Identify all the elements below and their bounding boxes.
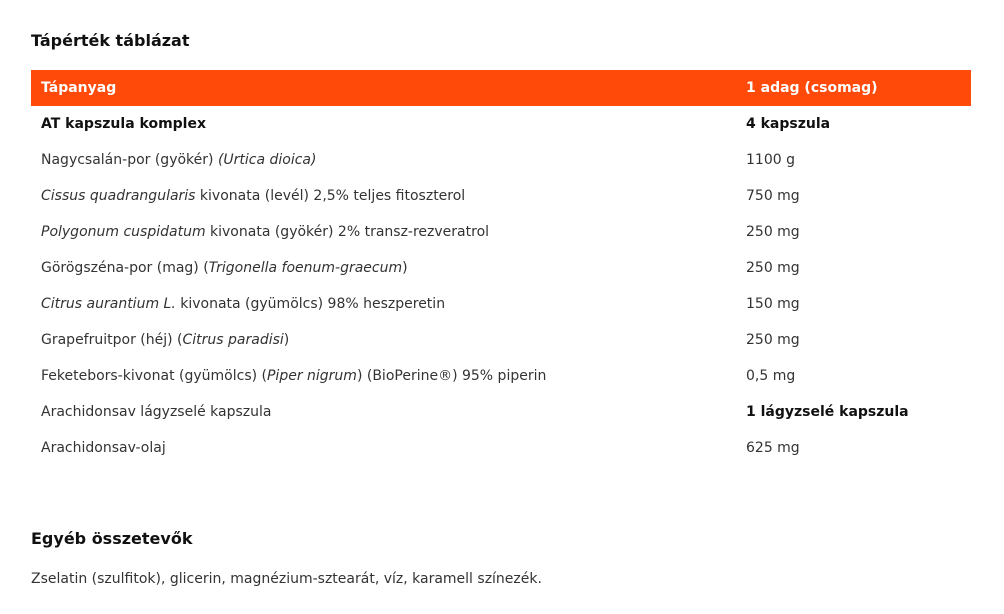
column-header-serving: 1 adag (csomag)	[736, 70, 971, 106]
nutrient-name-italic: Piper nigrum	[266, 368, 357, 384]
nutrient-name-cell	[31, 214, 736, 250]
nutrient-name-italic: Citrus aurantium L.	[41, 296, 176, 312]
serving-amount-cell: 150 mg	[746, 296, 800, 312]
header-row	[31, 70, 971, 106]
serving-amount-cell: 250 mg	[746, 332, 800, 348]
nutrient-name-cell	[31, 394, 736, 430]
nutrient-name-text: ) (BioPerine®) 95% piperin	[356, 368, 547, 384]
nutrition-table-body	[31, 106, 971, 466]
serving-amount-cell: 4 kapszula	[746, 116, 831, 132]
nutrient-name-text: Feketebors-kivonat (gyümölcs) (	[41, 368, 267, 384]
nutrient-name-italic: Trigonella foenum-graecum	[208, 260, 403, 276]
column-header-nutrient: Tápanyag	[31, 70, 736, 106]
nutrient-name-text: )	[402, 260, 408, 276]
nutrient-name-cell	[31, 142, 736, 178]
table-row	[31, 214, 971, 250]
table-row	[31, 322, 971, 358]
serving-amount-cell: 625 mg	[746, 440, 800, 456]
nutrient-name-text: )	[283, 332, 290, 348]
nutrient-name-text: kivonata (gyümölcs) 98% heszperetin	[175, 296, 446, 312]
nutrient-name-cell	[31, 250, 736, 286]
other-ingredients-title: Egyéb összetevők	[31, 529, 193, 548]
nutrient-name-cell	[31, 358, 736, 394]
table-row	[31, 106, 971, 142]
nutrient-name-cell	[31, 430, 736, 466]
table-row	[31, 178, 971, 214]
table-row	[31, 430, 971, 466]
nutrient-name-text: Görögszéna-por (mag) (	[41, 260, 209, 276]
nutrient-name-text: Arachidonsav lágyzselé kapszula	[41, 404, 272, 420]
nutrient-name-italic: (Urtica dioica)	[217, 152, 317, 168]
nutrition-table-header	[31, 70, 971, 106]
serving-amount-cell: 250 mg	[746, 260, 800, 276]
serving-amount-cell: 1 lágyzselé kapszula	[746, 404, 909, 420]
table-row	[31, 142, 971, 178]
nutrient-name-italic: Polygonum cuspidatum	[41, 224, 206, 240]
table-row	[31, 286, 971, 322]
serving-amount-cell: 750 mg	[746, 188, 800, 204]
nutrient-name-cell	[31, 322, 736, 358]
table-row	[31, 358, 971, 394]
nutrient-name-text: kivonata (gyökér) 2% transz-rezveratrol	[205, 224, 490, 240]
nutrient-name-text: Grapefruitpor (héj) (	[41, 332, 183, 348]
nutrient-name-cell	[31, 106, 736, 142]
nutrition-table	[31, 70, 971, 466]
serving-amount-cell: 1100 g	[746, 152, 795, 168]
nutrition-table-title: Tápérték táblázat	[31, 31, 190, 50]
nutrient-name-cell	[31, 286, 736, 322]
serving-amount-cell: 0,5 mg	[746, 368, 796, 384]
nutrient-name-text: kivonata (levél) 2,5% teljes fitoszterol	[195, 188, 466, 204]
table-row	[31, 394, 971, 430]
other-ingredients-text: Zselatin (szulfitok), glicerin, magnézium-sztearát, víz, karamell színezék.	[31, 571, 542, 587]
nutrient-name-italic: Cissus quadrangularis	[41, 188, 196, 204]
nutrient-name-text: Arachidonsav-olaj	[41, 440, 166, 456]
table-row	[31, 250, 971, 286]
nutrient-name-italic: Citrus paradisi	[182, 332, 284, 348]
nutrient-name-text: AT kapszula komplex	[41, 116, 207, 132]
nutrient-name-text: Nagycsalán-por (gyökér)	[41, 152, 218, 168]
serving-amount-cell: 250 mg	[746, 224, 800, 240]
nutrient-name-cell	[31, 178, 736, 214]
